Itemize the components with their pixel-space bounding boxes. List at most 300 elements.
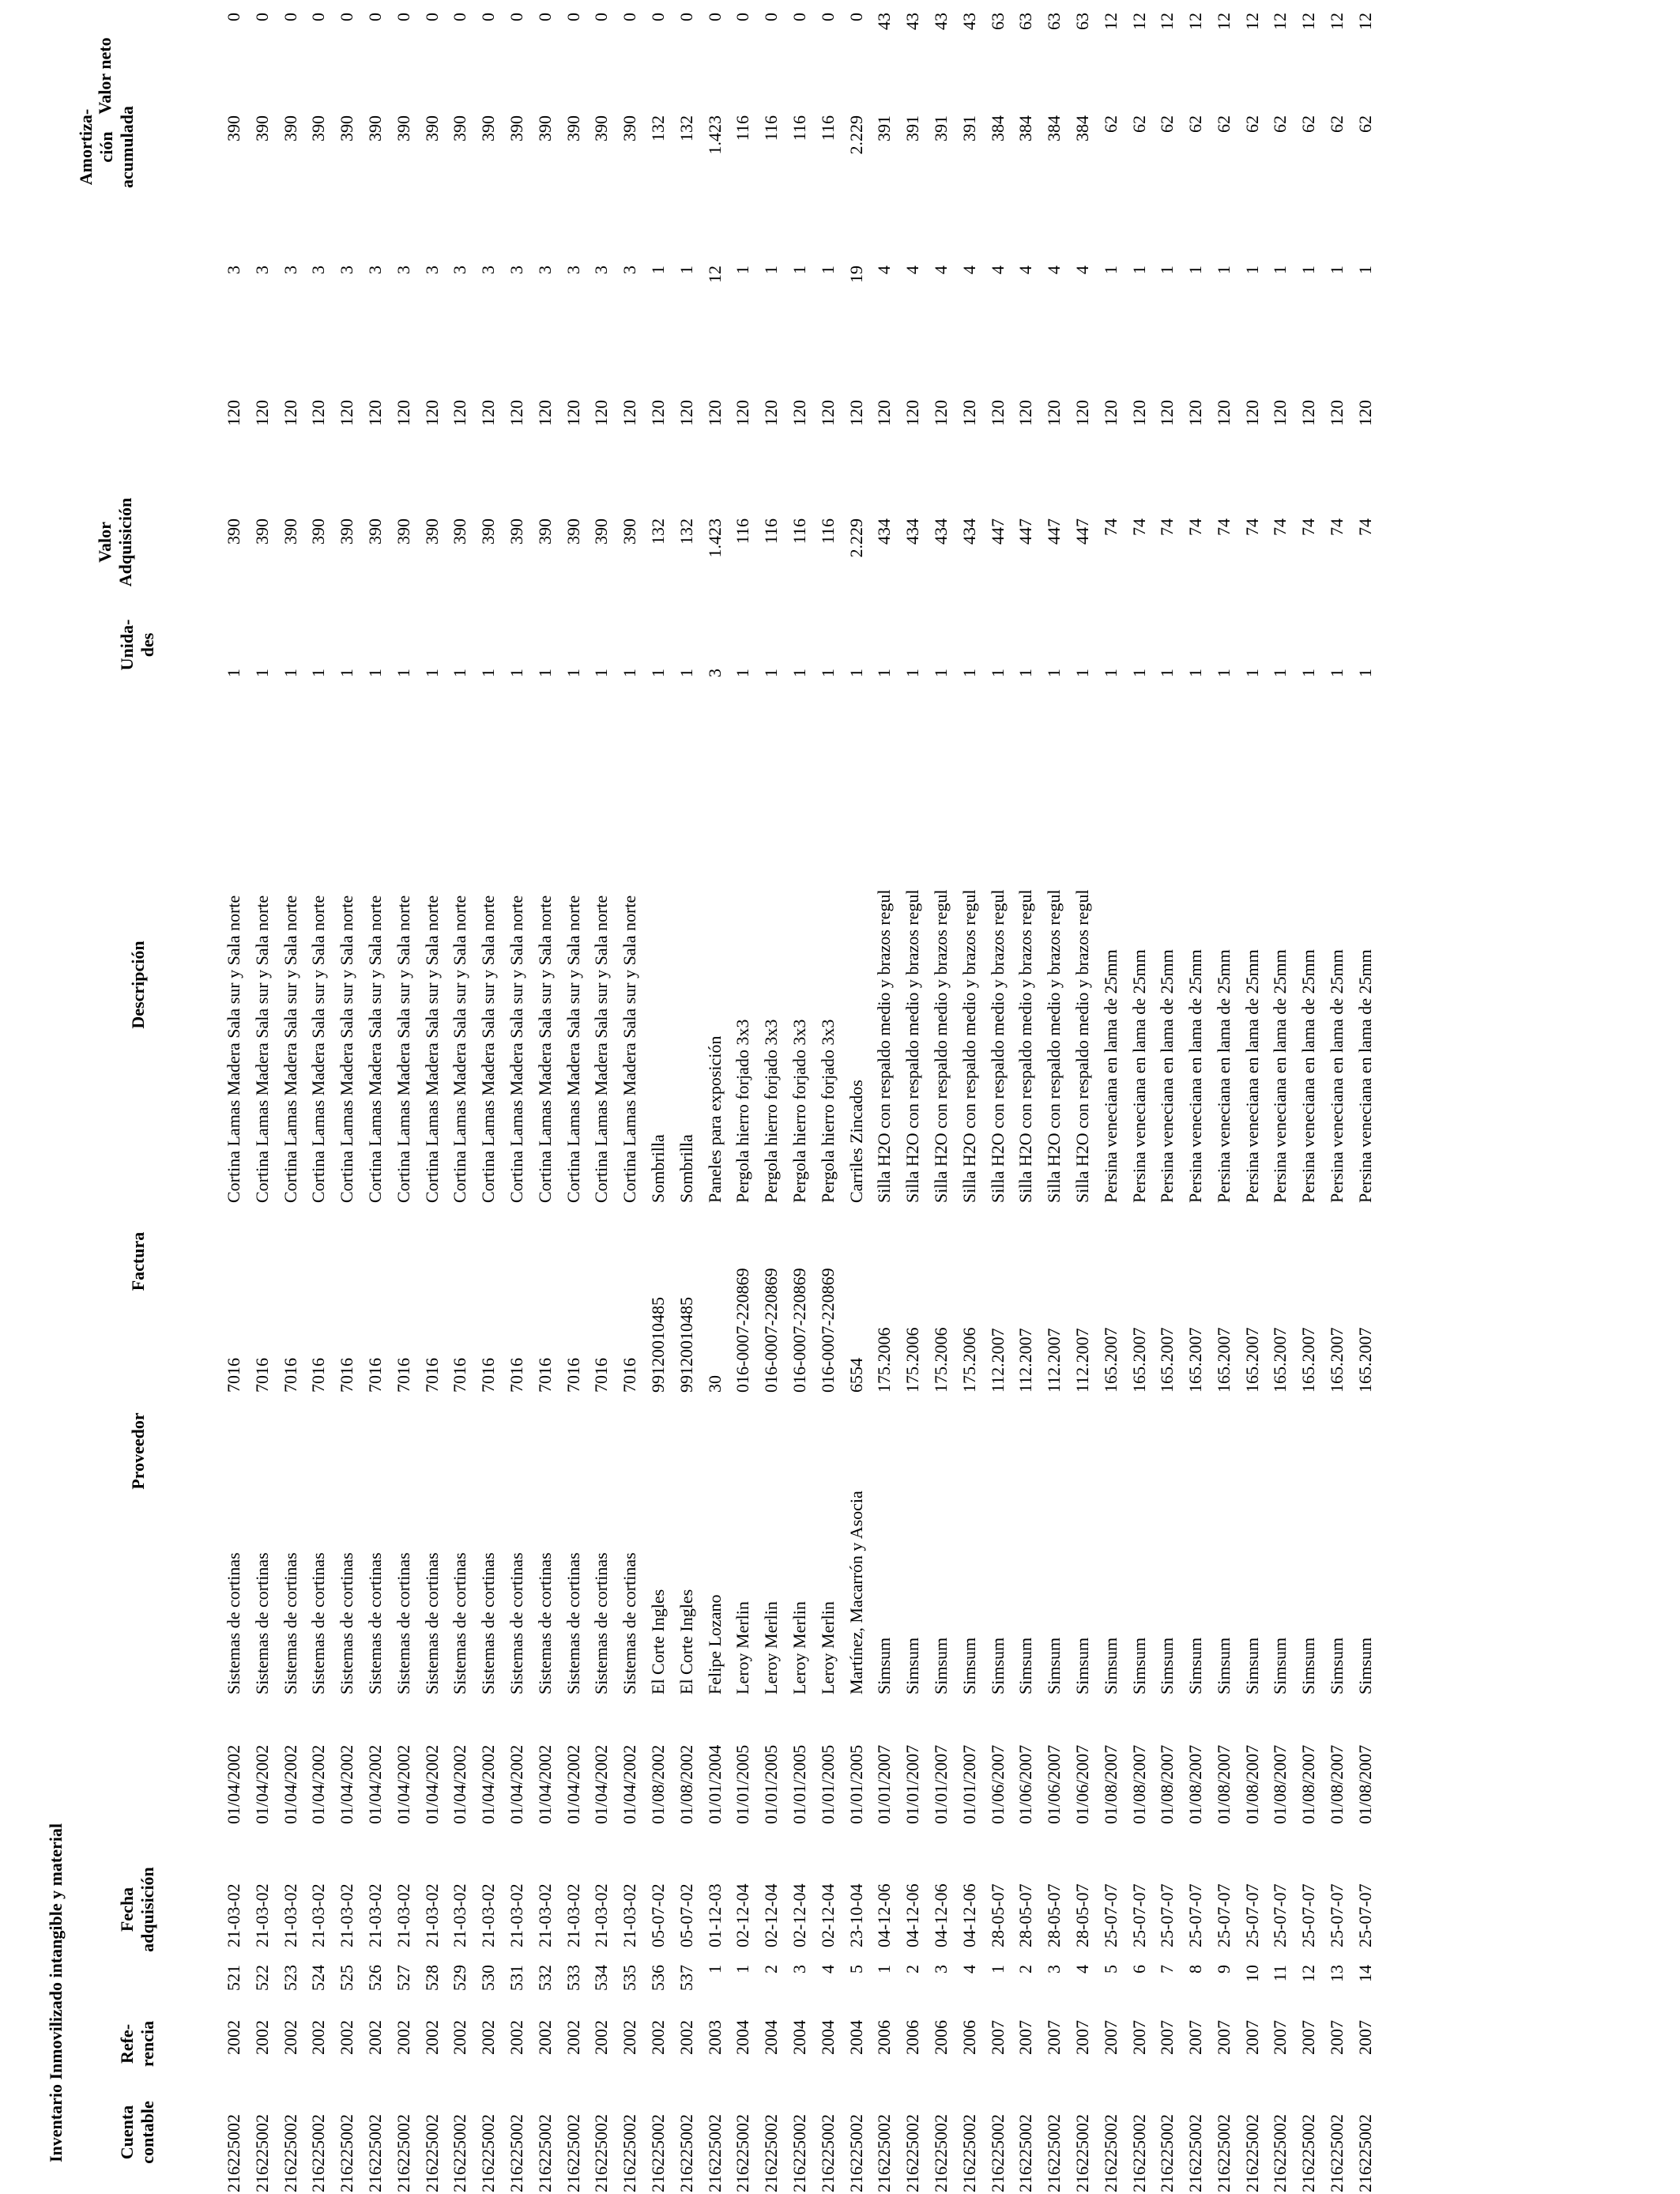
- cell-unidades: 1: [421, 669, 442, 677]
- cell-fecha-alta: 01/04/2002: [224, 1744, 243, 1824]
- cell-fecha-alta: 01/04/2002: [251, 1744, 272, 1824]
- cell-ref-num: 523: [280, 1965, 300, 1991]
- cell-ref-year: 2007: [1270, 2020, 1290, 2055]
- cell-amortizacion: 391: [930, 115, 951, 141]
- cell-cuenta: 216225002: [1270, 2114, 1290, 2192]
- cell-ref-year: 2007: [1241, 2020, 1262, 2055]
- cell-fecha: 21-03-02: [393, 1883, 413, 1947]
- cell-fecha-alta: 01/01/2005: [789, 1744, 809, 1824]
- cell-descripcion: Persina veneciana en lama de 25mm: [1354, 949, 1375, 1203]
- cell-amortizacion: 116: [761, 115, 782, 141]
- cell-proveedor: Sistemas de cortinas: [506, 1552, 526, 1695]
- cell-fecha-alta: 01/04/2002: [478, 1744, 499, 1824]
- cell-valor: 74: [1327, 518, 1347, 536]
- cell-anios: 3: [251, 266, 272, 274]
- cell-descripcion: Cortina Lamas Madera Sala sur y Sala norte: [364, 895, 385, 1203]
- cell-amortizacion: 2.229: [846, 115, 866, 155]
- cell-vida: 120: [224, 400, 243, 426]
- cell-ref-year: 2004: [846, 2020, 866, 2055]
- cell-valor: 116: [761, 518, 782, 545]
- cell-fecha-alta: 01/01/2007: [874, 1744, 895, 1824]
- cell-amortizacion: 390: [478, 115, 499, 141]
- cell-ref-num: 526: [364, 1965, 385, 1991]
- cell-proveedor: Simsum: [1354, 1637, 1375, 1695]
- cell-vida: 120: [1185, 400, 1206, 426]
- cell-ref-year: 2002: [393, 2020, 413, 2055]
- cell-anios: 4: [902, 266, 923, 274]
- cell-cuenta: 216225002: [534, 2114, 555, 2192]
- cell-vida: 120: [987, 400, 1008, 426]
- cell-factura: 112.2007: [1072, 1328, 1092, 1393]
- cell-anios: 3: [393, 266, 413, 274]
- cell-unidades: 1: [563, 669, 583, 677]
- cell-proveedor: Simsum: [1298, 1637, 1319, 1695]
- cell-fecha: 28-05-07: [987, 1883, 1008, 1947]
- cell-fecha-alta: 01/08/2007: [1327, 1744, 1347, 1824]
- cell-valor-neto: 0: [733, 13, 753, 21]
- cell-fecha-alta: 01/01/2005: [733, 1744, 753, 1824]
- cell-vida: 120: [1270, 400, 1290, 426]
- cell-ref-num: 7: [1157, 1965, 1177, 1973]
- cell-descripcion: Persina veneciana en lama de 25mm: [1100, 949, 1121, 1203]
- cell-descripcion: Persina veneciana en lama de 25mm: [1128, 949, 1149, 1203]
- cell-ref-year: 2007: [1015, 2020, 1036, 2055]
- cell-anios: 1: [1354, 266, 1375, 274]
- cell-proveedor: Simsum: [874, 1637, 895, 1695]
- cell-vida: 120: [704, 400, 725, 426]
- cell-anios: 19: [846, 266, 866, 283]
- cell-anios: 3: [421, 266, 442, 274]
- cell-unidades: 1: [676, 669, 696, 677]
- cell-cuenta: 216225002: [1100, 2114, 1121, 2192]
- cell-unidades: 1: [224, 669, 243, 677]
- cell-valor-neto: 12: [1241, 13, 1262, 30]
- cell-ref-num: 521: [224, 1965, 243, 1991]
- cell-ref-num: 3: [1044, 1965, 1064, 1973]
- cell-vida: 120: [1213, 400, 1234, 426]
- cell-fecha: 05-07-02: [647, 1883, 668, 1947]
- cell-proveedor: Simsum: [1327, 1637, 1347, 1695]
- cell-factura: 7016: [224, 1358, 243, 1393]
- cell-descripcion: Cortina Lamas Madera Sala sur y Sala norte: [478, 895, 499, 1203]
- header-valor-neto: Valor neto: [95, 37, 115, 115]
- cell-proveedor: Sistemas de cortinas: [620, 1552, 640, 1695]
- cell-descripcion: Cortina Lamas Madera Sala sur y Sala norte: [393, 895, 413, 1203]
- cell-factura: 175.2006: [874, 1327, 895, 1393]
- cell-cuenta: 216225002: [789, 2114, 809, 2192]
- cell-descripcion: Persina veneciana en lama de 25mm: [1327, 949, 1347, 1203]
- cell-anios: 1: [1327, 266, 1347, 274]
- cell-ref-num: 12: [1298, 1965, 1319, 1982]
- cell-unidades: 1: [761, 669, 782, 677]
- cell-vida: 120: [874, 400, 895, 426]
- cell-factura: 016-0007-220869: [761, 1268, 782, 1393]
- cell-anios: 1: [817, 266, 838, 274]
- cell-valor: 434: [874, 518, 895, 545]
- cell-unidades: 1: [1241, 669, 1262, 677]
- cell-amortizacion: 62: [1354, 115, 1375, 133]
- cell-fecha: 02-12-04: [789, 1883, 809, 1947]
- cell-unidades: 1: [930, 669, 951, 677]
- cell-fecha: 04-12-06: [930, 1883, 951, 1947]
- cell-valor: 447: [987, 518, 1008, 545]
- cell-fecha: 25-07-07: [1327, 1883, 1347, 1947]
- cell-cuenta: 216225002: [761, 2114, 782, 2192]
- cell-unidades: 1: [251, 669, 272, 677]
- cell-proveedor: Simsum: [1072, 1637, 1092, 1695]
- cell-vida: 120: [393, 400, 413, 426]
- cell-cuenta: 216225002: [1015, 2114, 1036, 2192]
- cell-anios: 3: [506, 266, 526, 274]
- cell-unidades: 1: [959, 669, 979, 677]
- cell-cuenta: 216225002: [506, 2114, 526, 2192]
- cell-amortizacion: 62: [1270, 115, 1290, 133]
- cell-fecha: 02-12-04: [761, 1883, 782, 1947]
- cell-ref-num: 3: [789, 1965, 809, 1973]
- cell-fecha: 21-03-02: [620, 1883, 640, 1947]
- cell-ref-year: 2002: [647, 2020, 668, 2055]
- cell-factura: 175.2006: [930, 1327, 951, 1393]
- cell-anios: 3: [308, 266, 329, 274]
- cell-ref-year: 2007: [1298, 2020, 1319, 2055]
- cell-amortizacion: 62: [1298, 115, 1319, 133]
- cell-fecha: 25-07-07: [1128, 1883, 1149, 1947]
- cell-cuenta: 216225002: [364, 2114, 385, 2192]
- cell-proveedor: Simsum: [1241, 1637, 1262, 1695]
- cell-anios: 3: [224, 266, 243, 274]
- cell-valor: 74: [1185, 518, 1206, 536]
- cell-unidades: 1: [364, 669, 385, 677]
- cell-valor-neto: 12: [1270, 13, 1290, 30]
- cell-anios: 3: [450, 266, 470, 274]
- cell-cuenta: 216225002: [308, 2114, 329, 2192]
- cell-ref-year: 2003: [704, 2020, 725, 2055]
- cell-proveedor: Leroy Merlin: [733, 1601, 753, 1695]
- cell-descripcion: Cortina Lamas Madera Sala sur y Sala norte: [280, 895, 300, 1203]
- cell-valor: 390: [224, 518, 243, 545]
- cell-amortizacion: 62: [1157, 115, 1177, 133]
- cell-ref-year: 2002: [620, 2020, 640, 2055]
- cell-factura: 7016: [620, 1358, 640, 1393]
- cell-proveedor: Sistemas de cortinas: [534, 1552, 555, 1695]
- cell-anios: 1: [1157, 266, 1177, 274]
- cell-fecha-alta: 01/01/2005: [846, 1744, 866, 1824]
- header-fecha: Fecha adquisición: [117, 1867, 157, 1952]
- cell-ref-year: 2006: [930, 2020, 951, 2055]
- cell-fecha-alta: 01/04/2002: [280, 1744, 300, 1824]
- cell-ref-num: 4: [1072, 1965, 1092, 1973]
- cell-fecha: 21-03-02: [308, 1883, 329, 1947]
- cell-factura: 165.2007: [1157, 1327, 1177, 1393]
- cell-factura: 165.2007: [1327, 1327, 1347, 1393]
- cell-fecha-alta: 01/01/2007: [959, 1744, 979, 1824]
- cell-valor-neto: 63: [987, 13, 1008, 30]
- cell-vida: 120: [902, 400, 923, 426]
- cell-ref-year: 2002: [337, 2020, 357, 2055]
- cell-cuenta: 216225002: [478, 2114, 499, 2192]
- cell-valor: 390: [421, 518, 442, 545]
- cell-cuenta: 216225002: [902, 2114, 923, 2192]
- cell-fecha: 21-03-02: [478, 1883, 499, 1947]
- cell-ref-year: 2006: [959, 2020, 979, 2055]
- cell-descripcion: Silla H2O con respaldo medio y brazos regul: [1072, 889, 1092, 1203]
- cell-cuenta: 216225002: [846, 2114, 866, 2192]
- cell-descripcion: Silla H2O con respaldo medio y brazos regul: [1015, 889, 1036, 1203]
- cell-proveedor: Leroy Merlin: [761, 1601, 782, 1695]
- cell-cuenta: 216225002: [987, 2114, 1008, 2192]
- cell-fecha: 21-03-02: [506, 1883, 526, 1947]
- cell-fecha-alta: 01/04/2002: [364, 1744, 385, 1824]
- cell-ref-year: 2007: [1354, 2020, 1375, 2055]
- cell-proveedor: Sistemas de cortinas: [478, 1552, 499, 1695]
- cell-cuenta: 216225002: [1044, 2114, 1064, 2192]
- cell-valor-neto: 12: [1327, 13, 1347, 30]
- cell-ref-num: 1: [874, 1965, 895, 1973]
- cell-proveedor: Simsum: [1157, 1637, 1177, 1695]
- cell-ref-year: 2007: [1327, 2020, 1347, 2055]
- cell-fecha-alta: 01/08/2007: [1100, 1744, 1121, 1824]
- cell-fecha-alta: 01/08/2007: [1128, 1744, 1149, 1824]
- cell-vida: 120: [308, 400, 329, 426]
- cell-valor: 390: [534, 518, 555, 545]
- cell-anios: 3: [280, 266, 300, 274]
- cell-proveedor: El Corte Ingles: [647, 1589, 668, 1695]
- cell-vida: 120: [647, 400, 668, 426]
- cell-fecha: 25-07-07: [1213, 1883, 1234, 1947]
- cell-vida: 120: [1327, 400, 1347, 426]
- cell-ref-num: 5: [846, 1965, 866, 1973]
- cell-unidades: 1: [1327, 669, 1347, 677]
- cell-anios: 3: [337, 266, 357, 274]
- cell-ref-year: 2007: [1072, 2020, 1092, 2055]
- cell-valor: 390: [393, 518, 413, 545]
- cell-fecha: 28-05-07: [1072, 1883, 1092, 1947]
- cell-factura: 165.2007: [1298, 1327, 1319, 1393]
- cell-anios: 1: [761, 266, 782, 274]
- cell-ref-year: 2002: [478, 2020, 499, 2055]
- cell-descripcion: Carriles Zincados: [846, 1080, 866, 1203]
- cell-unidades: 1: [1213, 669, 1234, 677]
- cell-ref-year: 2002: [450, 2020, 470, 2055]
- cell-vida: 120: [1100, 400, 1121, 426]
- cell-cuenta: 216225002: [1241, 2114, 1262, 2192]
- cell-vida: 120: [959, 400, 979, 426]
- cell-fecha-alta: 01/04/2002: [450, 1744, 470, 1824]
- cell-unidades: 3: [704, 669, 725, 677]
- cell-valor: 116: [733, 518, 753, 545]
- cell-fecha-alta: 01/04/2002: [337, 1744, 357, 1824]
- cell-valor-neto: 0: [817, 13, 838, 21]
- cell-descripcion: Persina veneciana en lama de 25mm: [1241, 949, 1262, 1203]
- cell-amortizacion: 390: [506, 115, 526, 141]
- cell-valor: 74: [1213, 518, 1234, 536]
- cell-factura: 6554: [846, 1358, 866, 1393]
- cell-ref-year: 2002: [280, 2020, 300, 2055]
- cell-ref-num: 1: [733, 1965, 753, 1973]
- cell-proveedor: Simsum: [987, 1637, 1008, 1695]
- cell-factura: 112.2007: [1044, 1328, 1064, 1393]
- cell-proveedor: Sistemas de cortinas: [450, 1552, 470, 1695]
- cell-amortizacion: 62: [1213, 115, 1234, 133]
- cell-factura: 7016: [364, 1358, 385, 1393]
- cell-amortizacion: 390: [280, 115, 300, 141]
- cell-fecha: 01-12-03: [704, 1883, 725, 1947]
- cell-vida: 120: [251, 400, 272, 426]
- cell-valor-neto: 0: [337, 13, 357, 21]
- cell-factura: 165.2007: [1213, 1327, 1234, 1393]
- cell-vida: 120: [450, 400, 470, 426]
- cell-fecha: 25-07-07: [1241, 1883, 1262, 1947]
- cell-descripcion: Silla H2O con respaldo medio y brazos regul: [987, 889, 1008, 1203]
- cell-proveedor: Sistemas de cortinas: [337, 1552, 357, 1695]
- cell-vida: 120: [478, 400, 499, 426]
- cell-fecha-alta: 01/06/2007: [1015, 1744, 1036, 1824]
- cell-anios: 3: [364, 266, 385, 274]
- cell-amortizacion: 391: [874, 115, 895, 141]
- cell-unidades: 1: [506, 669, 526, 677]
- cell-descripcion: Paneles para exposición: [704, 1035, 725, 1203]
- cell-fecha: 04-12-06: [874, 1883, 895, 1947]
- cell-fecha-alta: 01/06/2007: [987, 1744, 1008, 1824]
- cell-valor-neto: 43: [930, 13, 951, 30]
- cell-valor-neto: 0: [308, 13, 329, 21]
- header-amortizacion: Amortiza- ción acumulada: [76, 106, 137, 188]
- cell-anios: 1: [1185, 266, 1206, 274]
- cell-fecha-alta: 01/08/2007: [1354, 1744, 1375, 1824]
- cell-factura: 7016: [506, 1358, 526, 1393]
- cell-cuenta: 216225002: [1185, 2114, 1206, 2192]
- cell-ref-num: 530: [478, 1965, 499, 1991]
- cell-valor-neto: 12: [1185, 13, 1206, 30]
- cell-unidades: 1: [534, 669, 555, 677]
- cell-valor-neto: 43: [902, 13, 923, 30]
- header-cuenta: Cuenta contable: [117, 2101, 157, 2164]
- cell-valor-neto: 0: [393, 13, 413, 21]
- cell-cuenta: 216225002: [620, 2114, 640, 2192]
- cell-ref-num: 2: [902, 1965, 923, 1973]
- cell-ref-year: 2006: [874, 2020, 895, 2055]
- cell-factura: 7016: [280, 1358, 300, 1393]
- cell-fecha-alta: 01/08/2007: [1213, 1744, 1234, 1824]
- cell-fecha: 21-03-02: [534, 1883, 555, 1947]
- cell-vida: 120: [620, 400, 640, 426]
- cell-amortizacion: 390: [450, 115, 470, 141]
- cell-fecha: 28-05-07: [1015, 1883, 1036, 1947]
- cell-factura: 7016: [534, 1358, 555, 1393]
- cell-fecha: 25-07-07: [1100, 1883, 1121, 1947]
- cell-ref-year: 2002: [421, 2020, 442, 2055]
- cell-descripcion: Sombrilla: [676, 1134, 696, 1203]
- cell-fecha-alta: 01/01/2007: [902, 1744, 923, 1824]
- cell-anios: 1: [676, 266, 696, 274]
- cell-proveedor: Simsum: [959, 1637, 979, 1695]
- cell-fecha-alta: 01/04/2002: [393, 1744, 413, 1824]
- cell-cuenta: 216225002: [563, 2114, 583, 2192]
- cell-descripcion: Cortina Lamas Madera Sala sur y Sala norte: [421, 895, 442, 1203]
- cell-unidades: 1: [450, 669, 470, 677]
- cell-valor: 116: [789, 518, 809, 545]
- cell-descripcion: Pergola hierro forjado 3x3: [733, 1019, 753, 1203]
- cell-ref-num: 6: [1128, 1965, 1149, 1973]
- cell-amortizacion: 390: [364, 115, 385, 141]
- cell-proveedor: Simsum: [1128, 1637, 1149, 1695]
- cell-cuenta: 216225002: [251, 2114, 272, 2192]
- cell-unidades: 1: [817, 669, 838, 677]
- cell-descripcion: Silla H2O con respaldo medio y brazos regul: [930, 889, 951, 1203]
- cell-fecha: 02-12-04: [817, 1883, 838, 1947]
- cell-anios: 4: [987, 266, 1008, 274]
- cell-fecha: 05-07-02: [676, 1883, 696, 1947]
- cell-proveedor: Leroy Merlin: [789, 1601, 809, 1695]
- cell-anios: 1: [1298, 266, 1319, 274]
- cell-ref-year: 2002: [224, 2020, 243, 2055]
- cell-amortizacion: 390: [337, 115, 357, 141]
- cell-valor-neto: 43: [959, 13, 979, 30]
- cell-amortizacion: 62: [1185, 115, 1206, 133]
- cell-ref-num: 522: [251, 1965, 272, 1991]
- cell-vida: 120: [676, 400, 696, 426]
- cell-fecha: 21-03-02: [591, 1883, 612, 1947]
- cell-factura: 7016: [591, 1358, 612, 1393]
- cell-fecha: 28-05-07: [1044, 1883, 1064, 1947]
- cell-descripcion: Cortina Lamas Madera Sala sur y Sala norte: [591, 895, 612, 1203]
- cell-amortizacion: 384: [1044, 115, 1064, 141]
- cell-vida: 120: [506, 400, 526, 426]
- cell-fecha-alta: 01/04/2002: [308, 1744, 329, 1824]
- cell-cuenta: 216225002: [1213, 2114, 1234, 2192]
- cell-anios: 4: [874, 266, 895, 274]
- cell-ref-num: 13: [1327, 1965, 1347, 1982]
- cell-valor: 390: [506, 518, 526, 545]
- cell-unidades: 1: [1100, 669, 1121, 677]
- cell-amortizacion: 390: [421, 115, 442, 141]
- cell-proveedor: Sistemas de cortinas: [563, 1552, 583, 1695]
- cell-cuenta: 216225002: [1072, 2114, 1092, 2192]
- cell-anios: 3: [591, 266, 612, 274]
- cell-ref-num: 5: [1100, 1965, 1121, 1973]
- cell-ref-year: 2007: [1213, 2020, 1234, 2055]
- cell-ref-year: 2006: [902, 2020, 923, 2055]
- cell-cuenta: 216225002: [450, 2114, 470, 2192]
- cell-descripcion: Cortina Lamas Madera Sala sur y Sala norte: [337, 895, 357, 1203]
- cell-unidades: 1: [1157, 669, 1177, 677]
- cell-ref-num: 10: [1241, 1965, 1262, 1982]
- cell-ref-num: 1: [987, 1965, 1008, 1973]
- cell-fecha-alta: 01/01/2007: [930, 1744, 951, 1824]
- cell-cuenta: 216225002: [874, 2114, 895, 2192]
- cell-ref-num: 524: [308, 1965, 329, 1991]
- cell-fecha-alta: 01/08/2007: [1185, 1744, 1206, 1824]
- cell-ref-year: 2007: [1185, 2020, 1206, 2055]
- cell-fecha-alta: 01/04/2002: [506, 1744, 526, 1824]
- cell-vida: 120: [789, 400, 809, 426]
- cell-fecha-alta: 01/04/2002: [591, 1744, 612, 1824]
- cell-anios: 4: [930, 266, 951, 274]
- cell-descripcion: Silla H2O con respaldo medio y brazos regul: [874, 889, 895, 1203]
- cell-unidades: 1: [337, 669, 357, 677]
- cell-amortizacion: 384: [1015, 115, 1036, 141]
- page-title: Inventario Inmovilizado intangible y material: [46, 1823, 66, 2162]
- cell-unidades: 1: [478, 669, 499, 677]
- cell-factura: 175.2006: [902, 1327, 923, 1393]
- cell-valor: 434: [902, 518, 923, 545]
- cell-cuenta: 216225002: [704, 2114, 725, 2192]
- cell-unidades: 1: [591, 669, 612, 677]
- cell-factura: 175.2006: [959, 1327, 979, 1393]
- cell-cuenta: 216225002: [676, 2114, 696, 2192]
- cell-proveedor: Simsum: [1015, 1637, 1036, 1695]
- cell-factura: 016-0007-220869: [817, 1268, 838, 1393]
